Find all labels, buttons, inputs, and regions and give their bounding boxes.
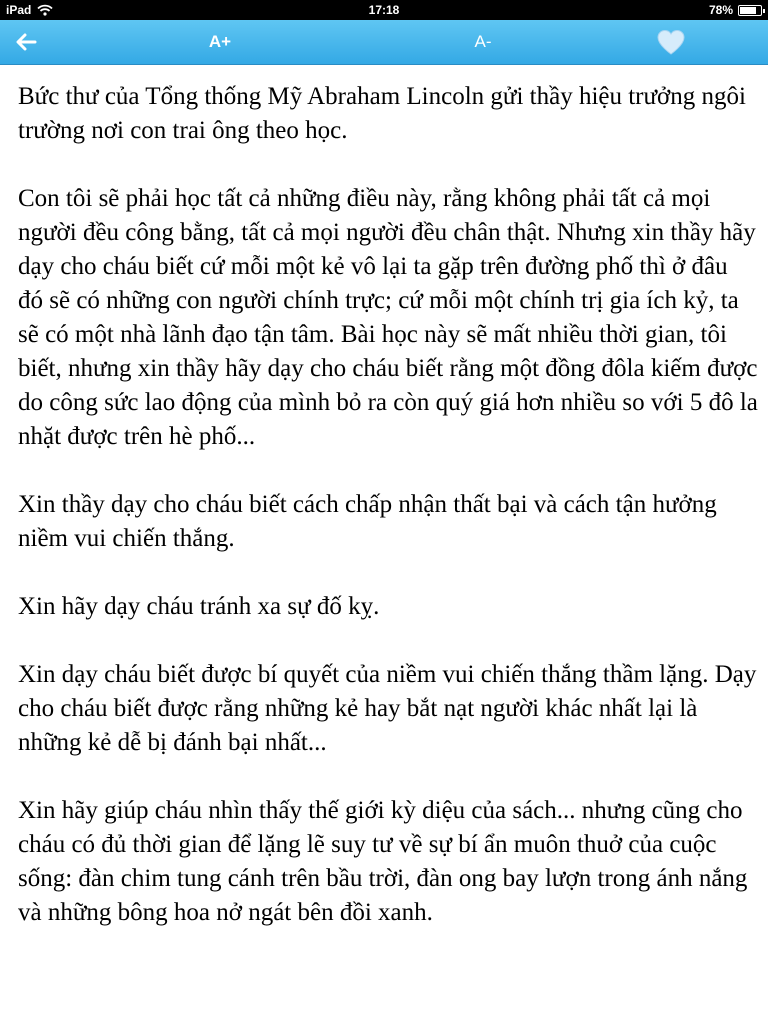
- article-content: [18, 80, 758, 964]
- arrow-left-icon: [15, 33, 37, 51]
- battery-percentage: 78%: [708, 3, 733, 17]
- status-time: 17:18: [368, 3, 400, 17]
- device-name: iPad: [6, 3, 32, 17]
- battery-fill: [740, 7, 756, 14]
- article-paragraph: Xin hãy dạy cháu tránh xa sự đố kỵ.: [18, 593, 380, 620]
- article-paragraph: Con tôi sẽ phải học tất cả những điều này, rằng không phải tất cả mọi người đều công bằng, tất cả mọi người đều chân thật. Nhưng xin thầy hãy dạy cho cháu biết cứ mỗi một kẻ vô lại ta gặp trên đường phố thì ở đâu đó sẽ có những con người chính trực; cứ mỗi một chính trị gia ích kỷ, ta sẽ có một nhà lãnh đạo tận tâm. Bài học này sẽ mất nhiều thời gian, tôi biết, nhưng xin thầy hãy dạy cho cháu biết rằng một đồng đôla kiếm được do công sức lao động của mình bỏ ra còn quý giá hơn nhiều so với 5 đô la nhặt được trên hè phố...: [18, 185, 758, 450]
- battery-icon: [738, 5, 762, 16]
- favorite-button[interactable]: [654, 27, 688, 57]
- article-paragraph: Bức thư của Tổng thống Mỹ Abraham Lincoln gửi thầy hiệu trưởng ngôi trường nơi con trai ông theo học.: [18, 83, 746, 144]
- article-paragraph: Xin thầy dạy cho cháu biết cách chấp nhận thất bại và cách tận hưởng niềm vui chiến thắng.: [18, 491, 717, 552]
- heart-icon: [656, 29, 686, 55]
- font-increase-button[interactable]: A+: [208, 32, 232, 51]
- article-paragraph: Xin dạy cháu biết được bí quyết của niềm vui chiến thắng thầm lặng. Dạy cho cháu biết được rằng những kẻ hay bắt nạt người khác nhất lại là những kẻ dễ bị đánh bại nhất...: [18, 661, 757, 756]
- reader-toolbar: [0, 20, 768, 65]
- font-decrease-button[interactable]: A-: [474, 32, 492, 51]
- back-button[interactable]: [10, 28, 42, 56]
- status-bar-right: [709, 3, 762, 17]
- status-bar: [0, 0, 768, 20]
- article-paragraph: Xin hãy giúp cháu nhìn thấy thế giới kỳ diệu của sách... nhưng cũng cho cháu có đủ thời gian để lặng lẽ suy tư về sự bí ẩn muôn thuở của cuộc sống: đàn chim tung cánh trên bầu trời, đàn ong bay lượn trong ánh nắng và những bông hoa nở ngát bên đồi xanh.: [18, 797, 748, 926]
